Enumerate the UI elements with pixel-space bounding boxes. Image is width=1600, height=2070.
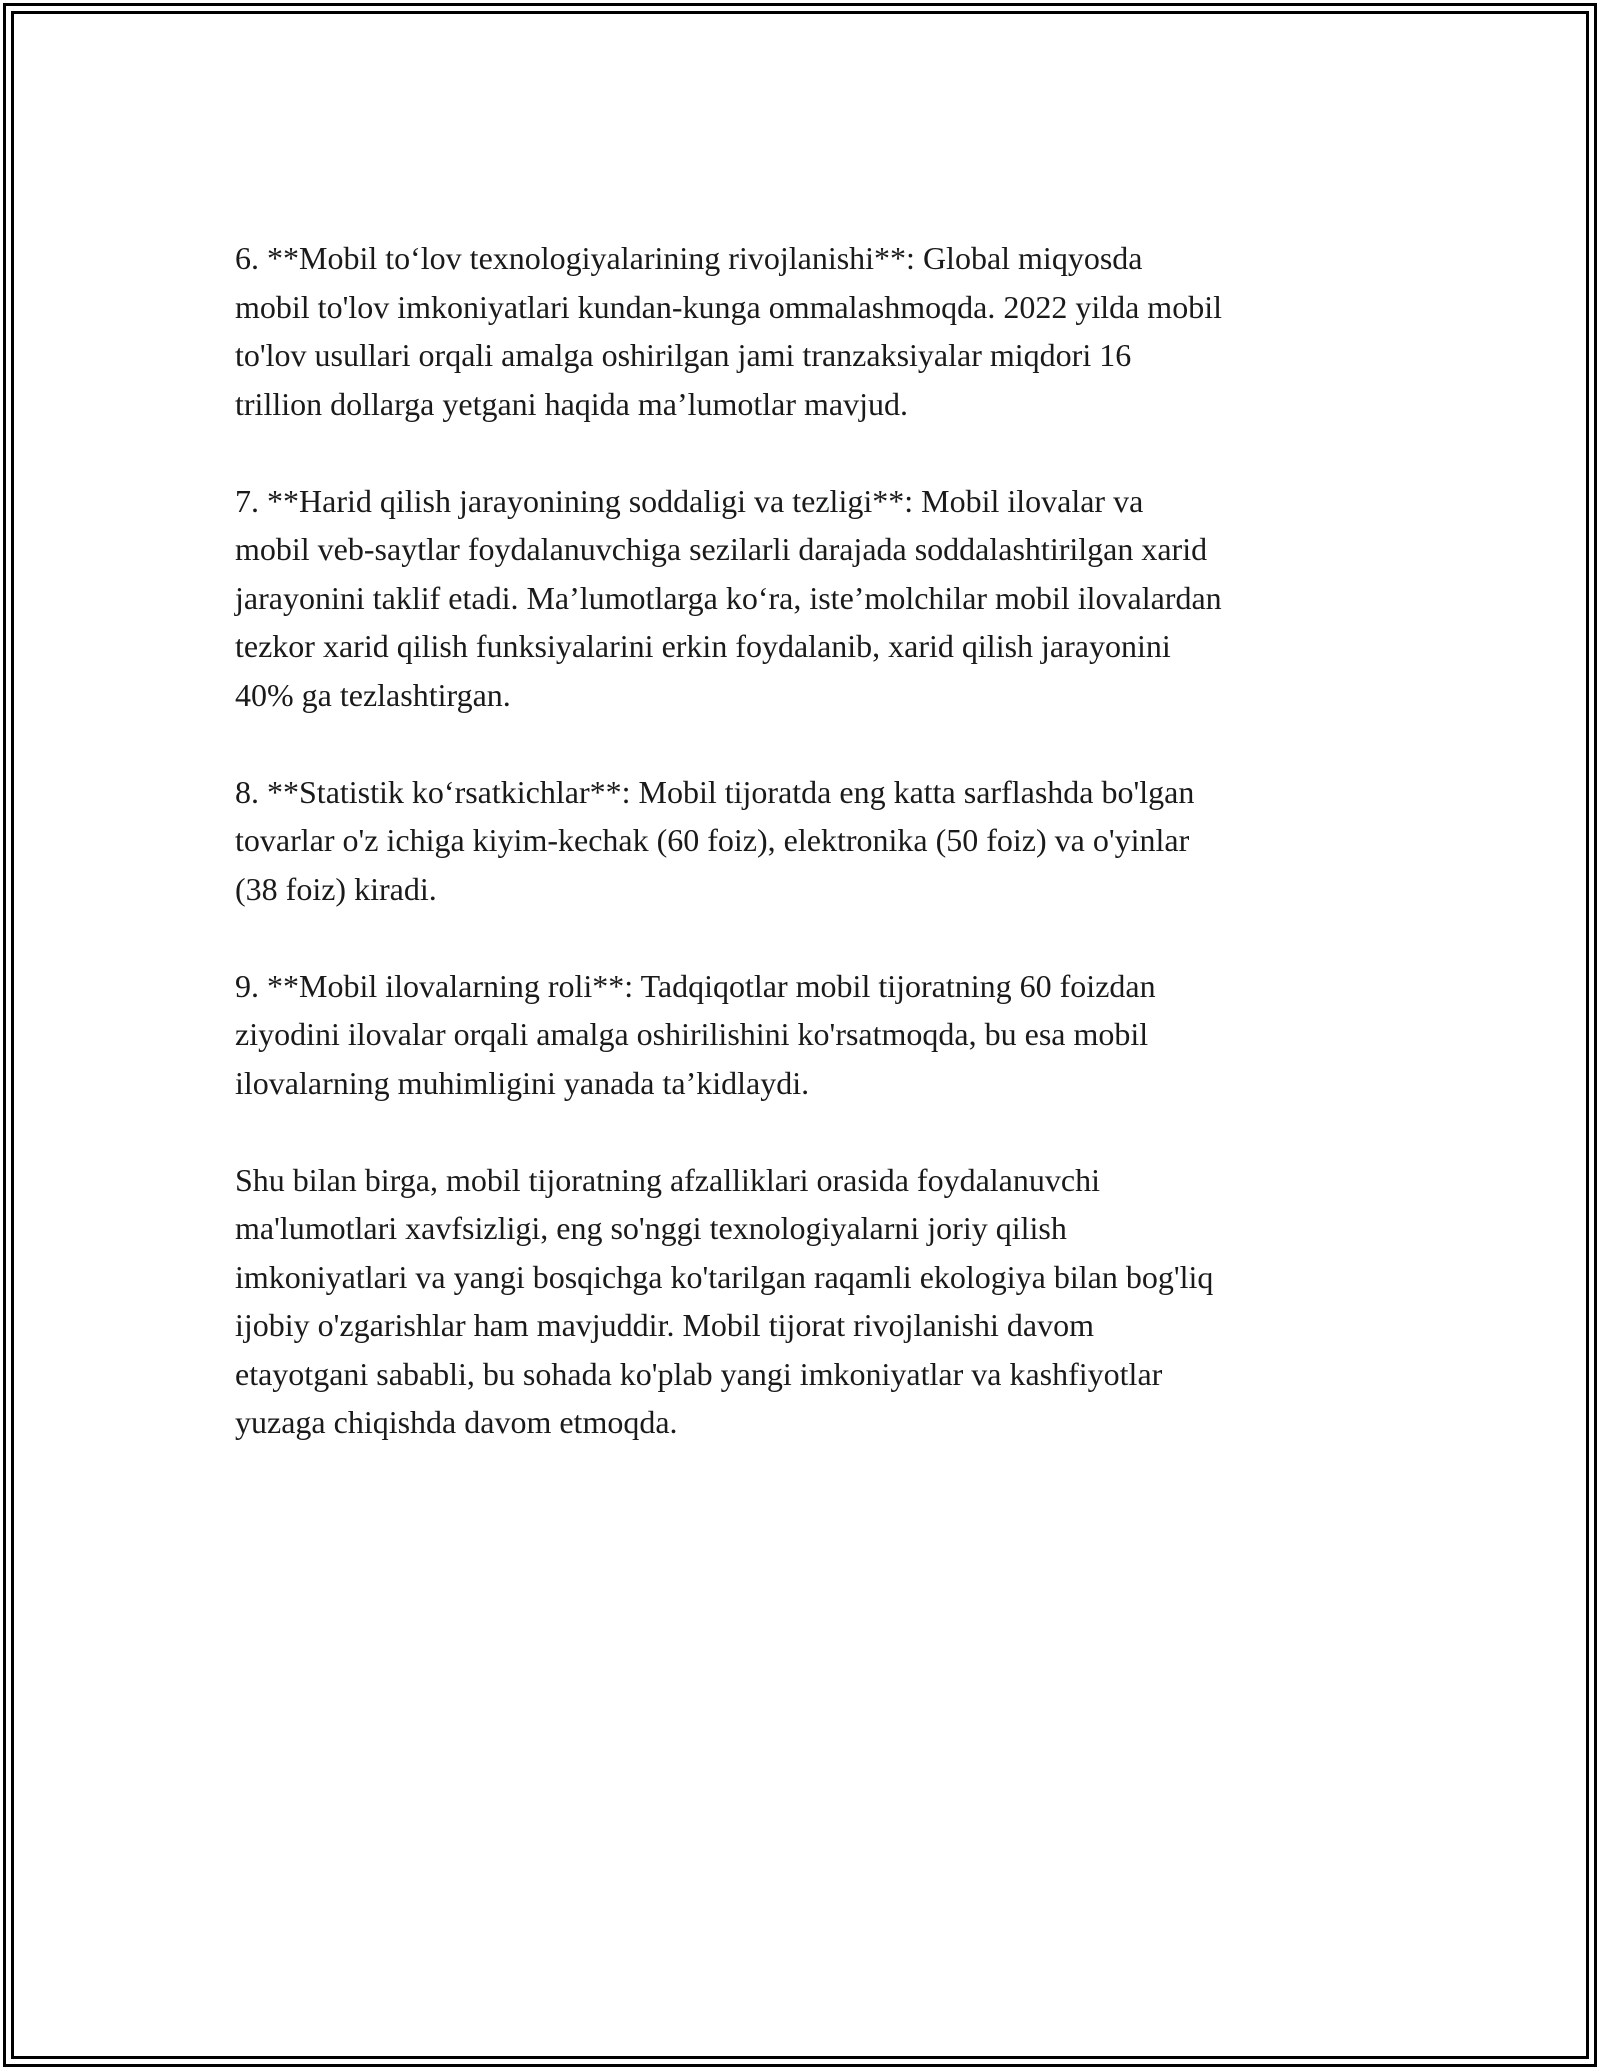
paragraph-conclusion: Shu bilan birga, mobil tijoratning afzalliklari orasida foydalanuvchi ma'lumotlari xavfsizligi, eng so'nggi texnologiyalarni joriy qilish imkoniyatlari va yangi bosqichga ko'tarilgan raqamli ekologiya bilan bog'liq ijobiy o'zgarishlar ham mavjuddir. Mobil tijorat rivojlanishi davom etayotgani sababli, bu sohada ko'plab yangi imkoniyatlar va kashfiyotlar yuzaga chiqishda davom etmoqda. xyxy=(235,1161,1214,1440)
paragraph-item-7: 7. **Harid qilish jarayonining soddaligi va tezligi**: Mobil ilovalar va mobil veb-saytlar foydalanuvchiga sezilarli darajada soddalashtirilgan xarid jarayonini taklif etadi. Ma’lumotlarga ko‘ra, iste’molchilar mobil ilovalardan tezkor xarid qilish funksiyalarini erkin foydalanib, xarid qilish jarayonini 40% ga tezlashtirgan. xyxy=(235,482,1222,713)
paragraph-item-6: 6. **Mobil to‘lov texnologiyalarining rivojlanishi**: Global miqyosda mobil to'lov imkoniyatlari kundan-kunga ommalashmoqda. 2022 yilda mobil to'lov usullari orqali amalga oshirilgan jami tranzaksiyalar miqdori 16 trillion dollarga yetgani haqida ma’lumotlar mavjud. xyxy=(235,240,1222,422)
paragraph-item-9: 9. **Mobil ilovalarning roli**: Tadqiqotlar mobil tijoratning 60 foizdan ziyodini ilovalar orqali amalga oshirilishini ko'rsatmoqda, bu esa mobil ilovalarning muhimligini yanada ta’kidlaydi. xyxy=(235,967,1156,1101)
document-body xyxy=(235,234,1375,1447)
paragraph-item-8: 8. **Statistik ko‘rsatkichlar**: Mobil tijoratda eng katta sarflashda bo'lgan tovarlar o'z ichiga kiyim-kechak (60 foiz), elektronika (50 foiz) va o'yinlar (38 foiz) kiradi. xyxy=(235,773,1195,907)
